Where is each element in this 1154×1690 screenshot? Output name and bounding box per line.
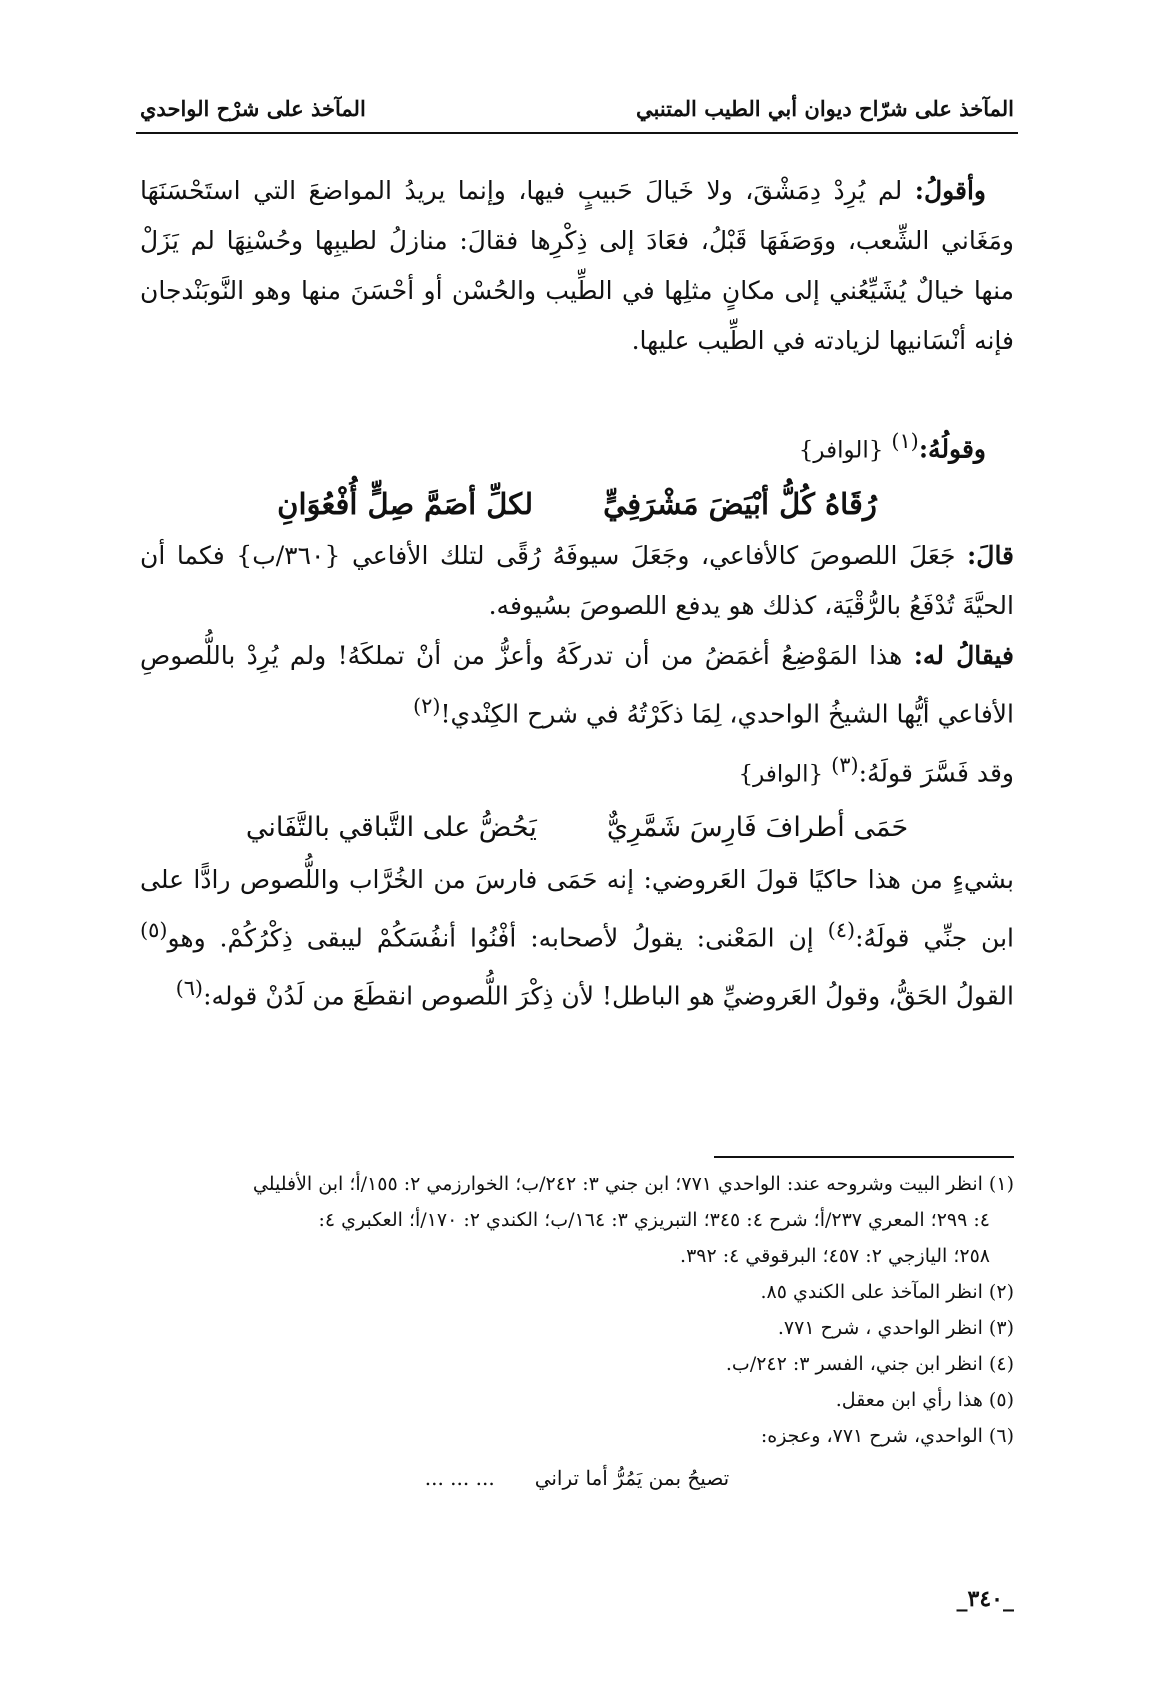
verse-intro-lead: وقولُهُ: [918,434,986,464]
verse-intro [140,416,1014,475]
paragraph-text: جَعَلَ اللصوصَ كالأفاعي، وجَعَلَ سيوفَهُ رُقًى لتلك الأفاعي {٣٦٠/ب} فكما أن الحيَّةَ تُدْفَعُ بالرُّقْيَة، كذلك هو يدفع اللصوصَ بسُيوفه. [140,541,1014,621]
header-rule [136,132,1018,134]
running-header [140,86,1014,130]
footnotes [140,1166,1014,1496]
footnote-3: (٣) انظر الواحدي ، شرح ٧٧١. [777,1317,1014,1339]
footnote-ref: (١) [891,429,919,453]
footnote-ref: (٦) [175,976,204,1001]
paragraph-text: هذا المَوْضِعُ أغمَضُ من أن تدركَهُ وأعزُّ من أنْ تملكَهُ! ولم يُرِدْ باللُّصوصِ الأفاعي أيُّها الشيخُ الواحدي، لِمَا ذكَرْتُهُ في شرح الكِنْدي! [140,641,1014,729]
verse-second-hemistich: لكلِّ أصَمَّ صِلٍّ أُفْعُوَانِ [277,487,534,522]
footnote-1-continued: ٤: ٢٩٩؛ المعري ٢٣٧/أ؛ شرح ٤: ٣٤٥؛ التبريزي ٣: ١٦٤/ب؛ الكندي ٢: ١٧٠/أ؛ العكبري ٤: [318,1209,990,1231]
footnote-5: (٥) هذا رأي ابن معقل. [835,1389,1014,1411]
footnote-1-continued: ٢٥٨؛ اليازجي ٢: ٤٥٧؛ البرقوقي ٤: ٣٩٢. [680,1245,990,1267]
verse-intro-text: وقد فَسَّرَ قولَهُ: [858,757,1014,787]
paragraph-text: القولُ الحَقُّ، وقولُ العَروضيِّ هو الباطل! لأن ذِكْرَ اللُّصوص انقطَعَ من لَدُنْ قوله: [203,981,1014,1011]
paragraph-lead: فيقالُ له: [913,641,1014,671]
paragraph-discussion [140,855,1014,1022]
header-book-title: المآخذ على شرّاح ديوان أبي الطيب المتنبي [636,95,1014,121]
verse-line [140,479,1014,529]
paragraph-lead: وأقولُ: [914,176,986,205]
footnote-ref: (٥) [140,917,168,942]
page-number: _٣٤٠_ [956,1586,1014,1612]
footnote-ref: (٣) [831,752,859,777]
footnote-6: (٦) الواحدي، شرح ٧٧١، وعجزه: [760,1425,1014,1447]
verse-meter: {الوافر} [738,760,824,787]
footnote-1: (١) انظر البيت وشروحه عند: الواحدي ٧٧١؛ ابن جني ٣: ٢٤٢/ب؛ الخوارزمي ٢: ١٥٥/أ؛ ابن الأفليلي [252,1173,1014,1195]
footnote-verse-ellipsis: ... ... ... [424,1466,495,1490]
footnote-verse-second-hemistich: تصيحُ بمن يَمُرُّ أما تراني [534,1466,730,1490]
footnote-2: (٢) انظر المآخذ على الكندي ٨٥. [760,1281,1014,1303]
paragraph-text: لم يُرِدْ دِمَشْقَ، ولا خَيالَ حَبيبٍ فيها، وإنما يريدُ المواضعَ التي استَحْسَنَهَا ومَغَاني الشِّعب، ووَصَفَهَا قَبْلُ، فعَادَ إلى ذِكْرِها فقالَ: منازلُ لطيبِها وحُسْنِهَا لم يَزَلْ منها خيالٌ يُشَيِّعُني إلى مكانٍ مثلِها في الطِّيب والحُسْن أو أحْسَنَ منها وهو النَّوبَنْدجان فإنه أنْسَانيها لزيادته في الطِّيب عليها. [140,176,1014,355]
verse-meter: {الوافر} [798,437,884,464]
paragraph-text: إن المَعْنى: يقولُ لأصحابه: أفْنُوا أنفُسَكُمْ ليبقى ذِكْرُكُمْ. وهو [167,923,814,953]
paragraph-rebuttal [140,631,1014,739]
verse-first-hemistich: رُقَاهُ كُلُّ أبْيَضَ مَشْرَفِيٍّ [603,487,877,522]
paragraph-quote [140,531,1014,631]
verse-second-hemistich: يَحُضُّ على التَّباقي بالتَّفَاني [245,811,537,843]
paragraph-lead: قالَ: [967,541,1015,571]
verse-first-hemistich: حَمَى أطرافَ فَارِسَ شَمَّرِيٌّ [606,811,909,843]
spacer [140,366,1014,416]
paragraph-commentary [140,166,1014,366]
header-section-title: المآخذ على شرْح الواحدي [140,95,366,121]
footnote-rule [714,1156,1014,1158]
footnote-ref: (٢) [413,694,441,719]
footnote-ref: (٤) [827,917,856,942]
footnote-4: (٤) انظر ابن جني، الفسر ٣: ٢٤٢/ب. [725,1353,1014,1375]
verse-intro [140,740,1014,799]
verse-line [140,803,1014,853]
footnote-verse [140,1460,1014,1496]
main-text [140,166,1014,1022]
paragraph-text: بشيءٍ من هذا حاكيًا قولَ العَروضي: إنه حَمَى فارسَ من الخُرَّاب واللُّصوص رادًّا على ابن جنِّي قولَهُ: [140,864,1014,953]
